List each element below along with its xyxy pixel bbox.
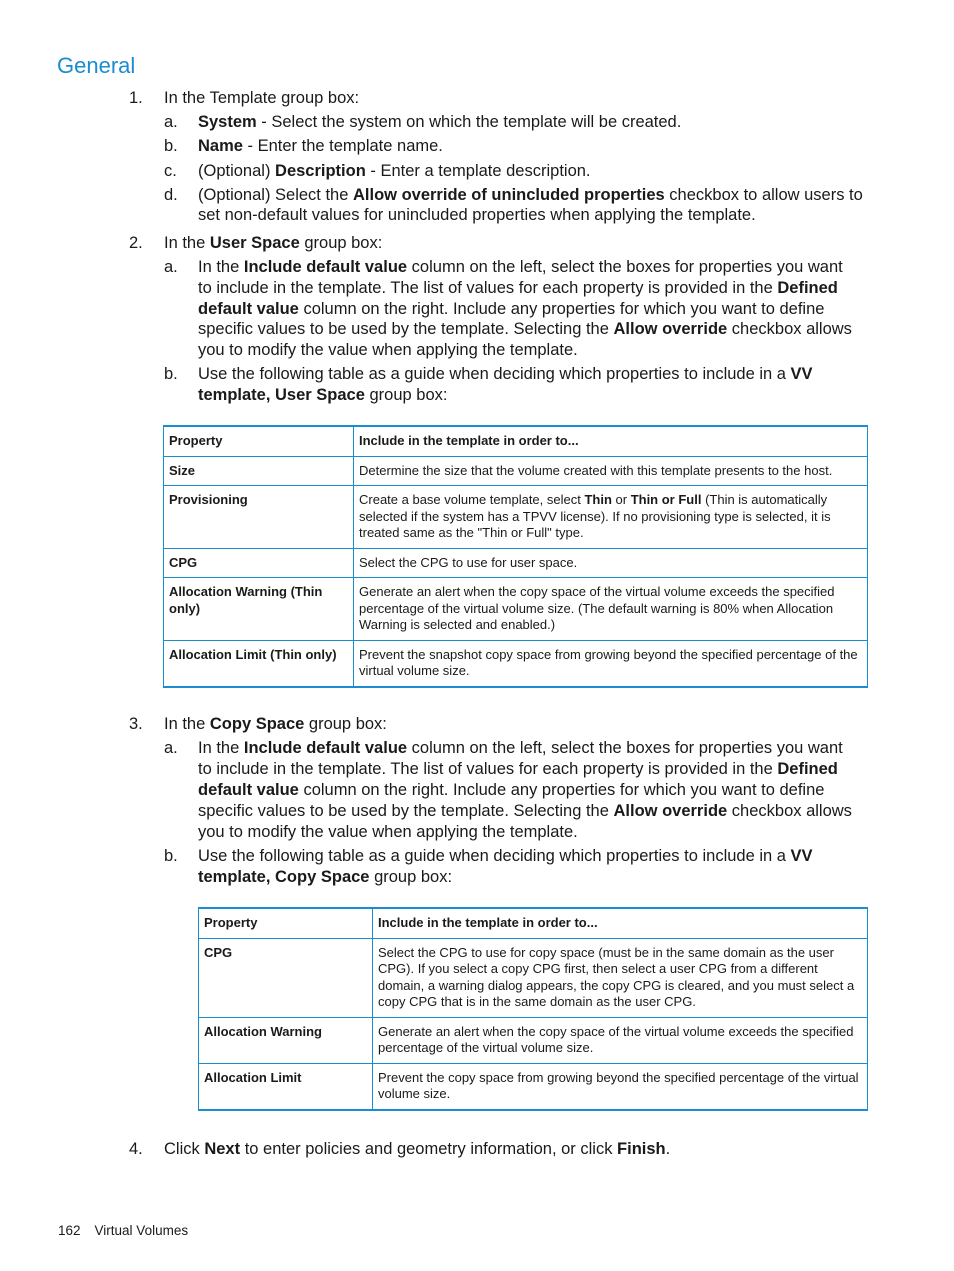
table-row [164,640,868,687]
substep-letter: d. [164,186,178,204]
substep-text: default value column on the right. Include any properties for which you want to define [198,300,825,318]
step-number: 4. [129,1140,143,1158]
description-cell: Determine the size that the volume created with this template presents to the host. [354,456,868,486]
property-cell: Allocation Warning [199,1017,373,1063]
table-row [164,456,868,486]
substep-text: Name - Enter the template name. [198,137,443,155]
property-cell: CPG [164,548,354,578]
table-row [164,486,868,549]
property-cell: Allocation Limit [199,1063,373,1110]
column-header: Include in the template in order to... [354,426,868,456]
description-cell: Prevent the copy space from growing beyond the specified percentage of the virtual volume size. [373,1063,868,1110]
substep-text: template, User Space group box: [198,386,448,404]
step-text: In the User Space group box: [164,234,383,252]
substep-text: you to modify the value when applying the template. [198,341,578,359]
substep-letter: b. [164,847,178,865]
substep-text: Use the following table as a guide when deciding which properties to include in a VV [198,365,813,383]
table-row [199,1063,868,1110]
property-cell: CPG [199,938,373,1017]
substep-letter: a. [164,258,178,276]
property-cell: Allocation Warning (Thin only) [164,578,354,641]
substep-letter: b. [164,137,178,155]
section-heading: General [57,53,136,78]
table-header-row [164,426,868,456]
step-text: In the Copy Space group box: [164,715,387,733]
substep-text: System - Select the system on which the template will be created. [198,113,682,131]
substep-letter: a. [164,739,178,757]
column-header: Property [164,426,354,456]
substep-text: set non-default values for unincluded properties when applying the template. [198,206,756,224]
table-row [199,938,868,1017]
substep-letter: c. [164,162,177,180]
property-cell: Allocation Limit (Thin only) [164,640,354,687]
description-cell: Create a base volume template, select Thin or Thin or Full (Thin is automatically selected if the system has a TPVV license). If no provisioning type is selected, it is treated same as the "Thin or Full" type. [354,486,868,549]
property-cell: Provisioning [164,486,354,549]
step-number: 2. [129,234,143,252]
substep-text: In the Include default value column on the left, select the boxes for properties you want [198,739,843,757]
substep-letter: a. [164,113,178,131]
substep-text: you to modify the value when applying the template. [198,823,578,841]
column-header: Include in the template in order to... [373,908,868,938]
substep-text: Use the following table as a guide when deciding which properties to include in a VV [198,847,813,865]
user-space-property-table [163,425,868,688]
substep-text: to include in the template. The list of values for each property is provided in the Defined [198,279,838,297]
substep-text: to include in the template. The list of values for each property is provided in the Defined [198,760,838,778]
column-header: Property [199,908,373,938]
substep-text: specific values to be used by the template. Selecting the Allow override checkbox allows [198,320,852,338]
substep-text: (Optional) Description - Enter a template description. [198,162,591,180]
property-cell: Size [164,456,354,486]
description-cell: Generate an alert when the copy space of the virtual volume exceeds the specified percentage of the virtual volume size. [373,1017,868,1063]
footer-section-title: Virtual Volumes [94,1223,189,1238]
step-text: In the Template group box: [164,89,360,107]
description-cell: Select the CPG to use for copy space (must be in the same domain as the user CPG). If you select a copy CPG first, then select a user CPG from a different domain, a warning dialog appears, the copy CPG is cleared, and you must select a copy CPG that is in the same domain as the user CPG. [373,938,868,1017]
description-cell: Select the CPG to use for user space. [354,548,868,578]
substep-text: template, Copy Space group box: [198,868,453,886]
description-cell: Prevent the snapshot copy space from growing beyond the specified percentage of the virtual volume size. [354,640,868,687]
substep-letter: b. [164,365,178,383]
page-number: 162 [58,1223,81,1238]
step-number: 3. [129,715,143,733]
substep-text: In the Include default value column on the left, select the boxes for properties you want [198,258,843,276]
step-text: Click Next to enter policies and geometry information, or click Finish. [164,1140,671,1158]
table-header-row [199,908,868,938]
description-cell: Generate an alert when the copy space of the virtual volume exceeds the specified percentage of the virtual volume size. (The default warning is 80% when Allocation Warning is selected and enabled.) [354,578,868,641]
page-footer [58,1223,202,1238]
table-row [199,1017,868,1063]
table-row [164,578,868,641]
copy-space-property-table [198,907,868,1111]
substep-text: default value column on the right. Include any properties for which you want to define [198,781,825,799]
step-number: 1. [129,89,143,107]
table-row [164,548,868,578]
substep-text: specific values to be used by the template. Selecting the Allow override checkbox allows [198,802,852,820]
substep-text: (Optional) Select the Allow override of unincluded properties checkbox to allow users to [198,186,863,204]
